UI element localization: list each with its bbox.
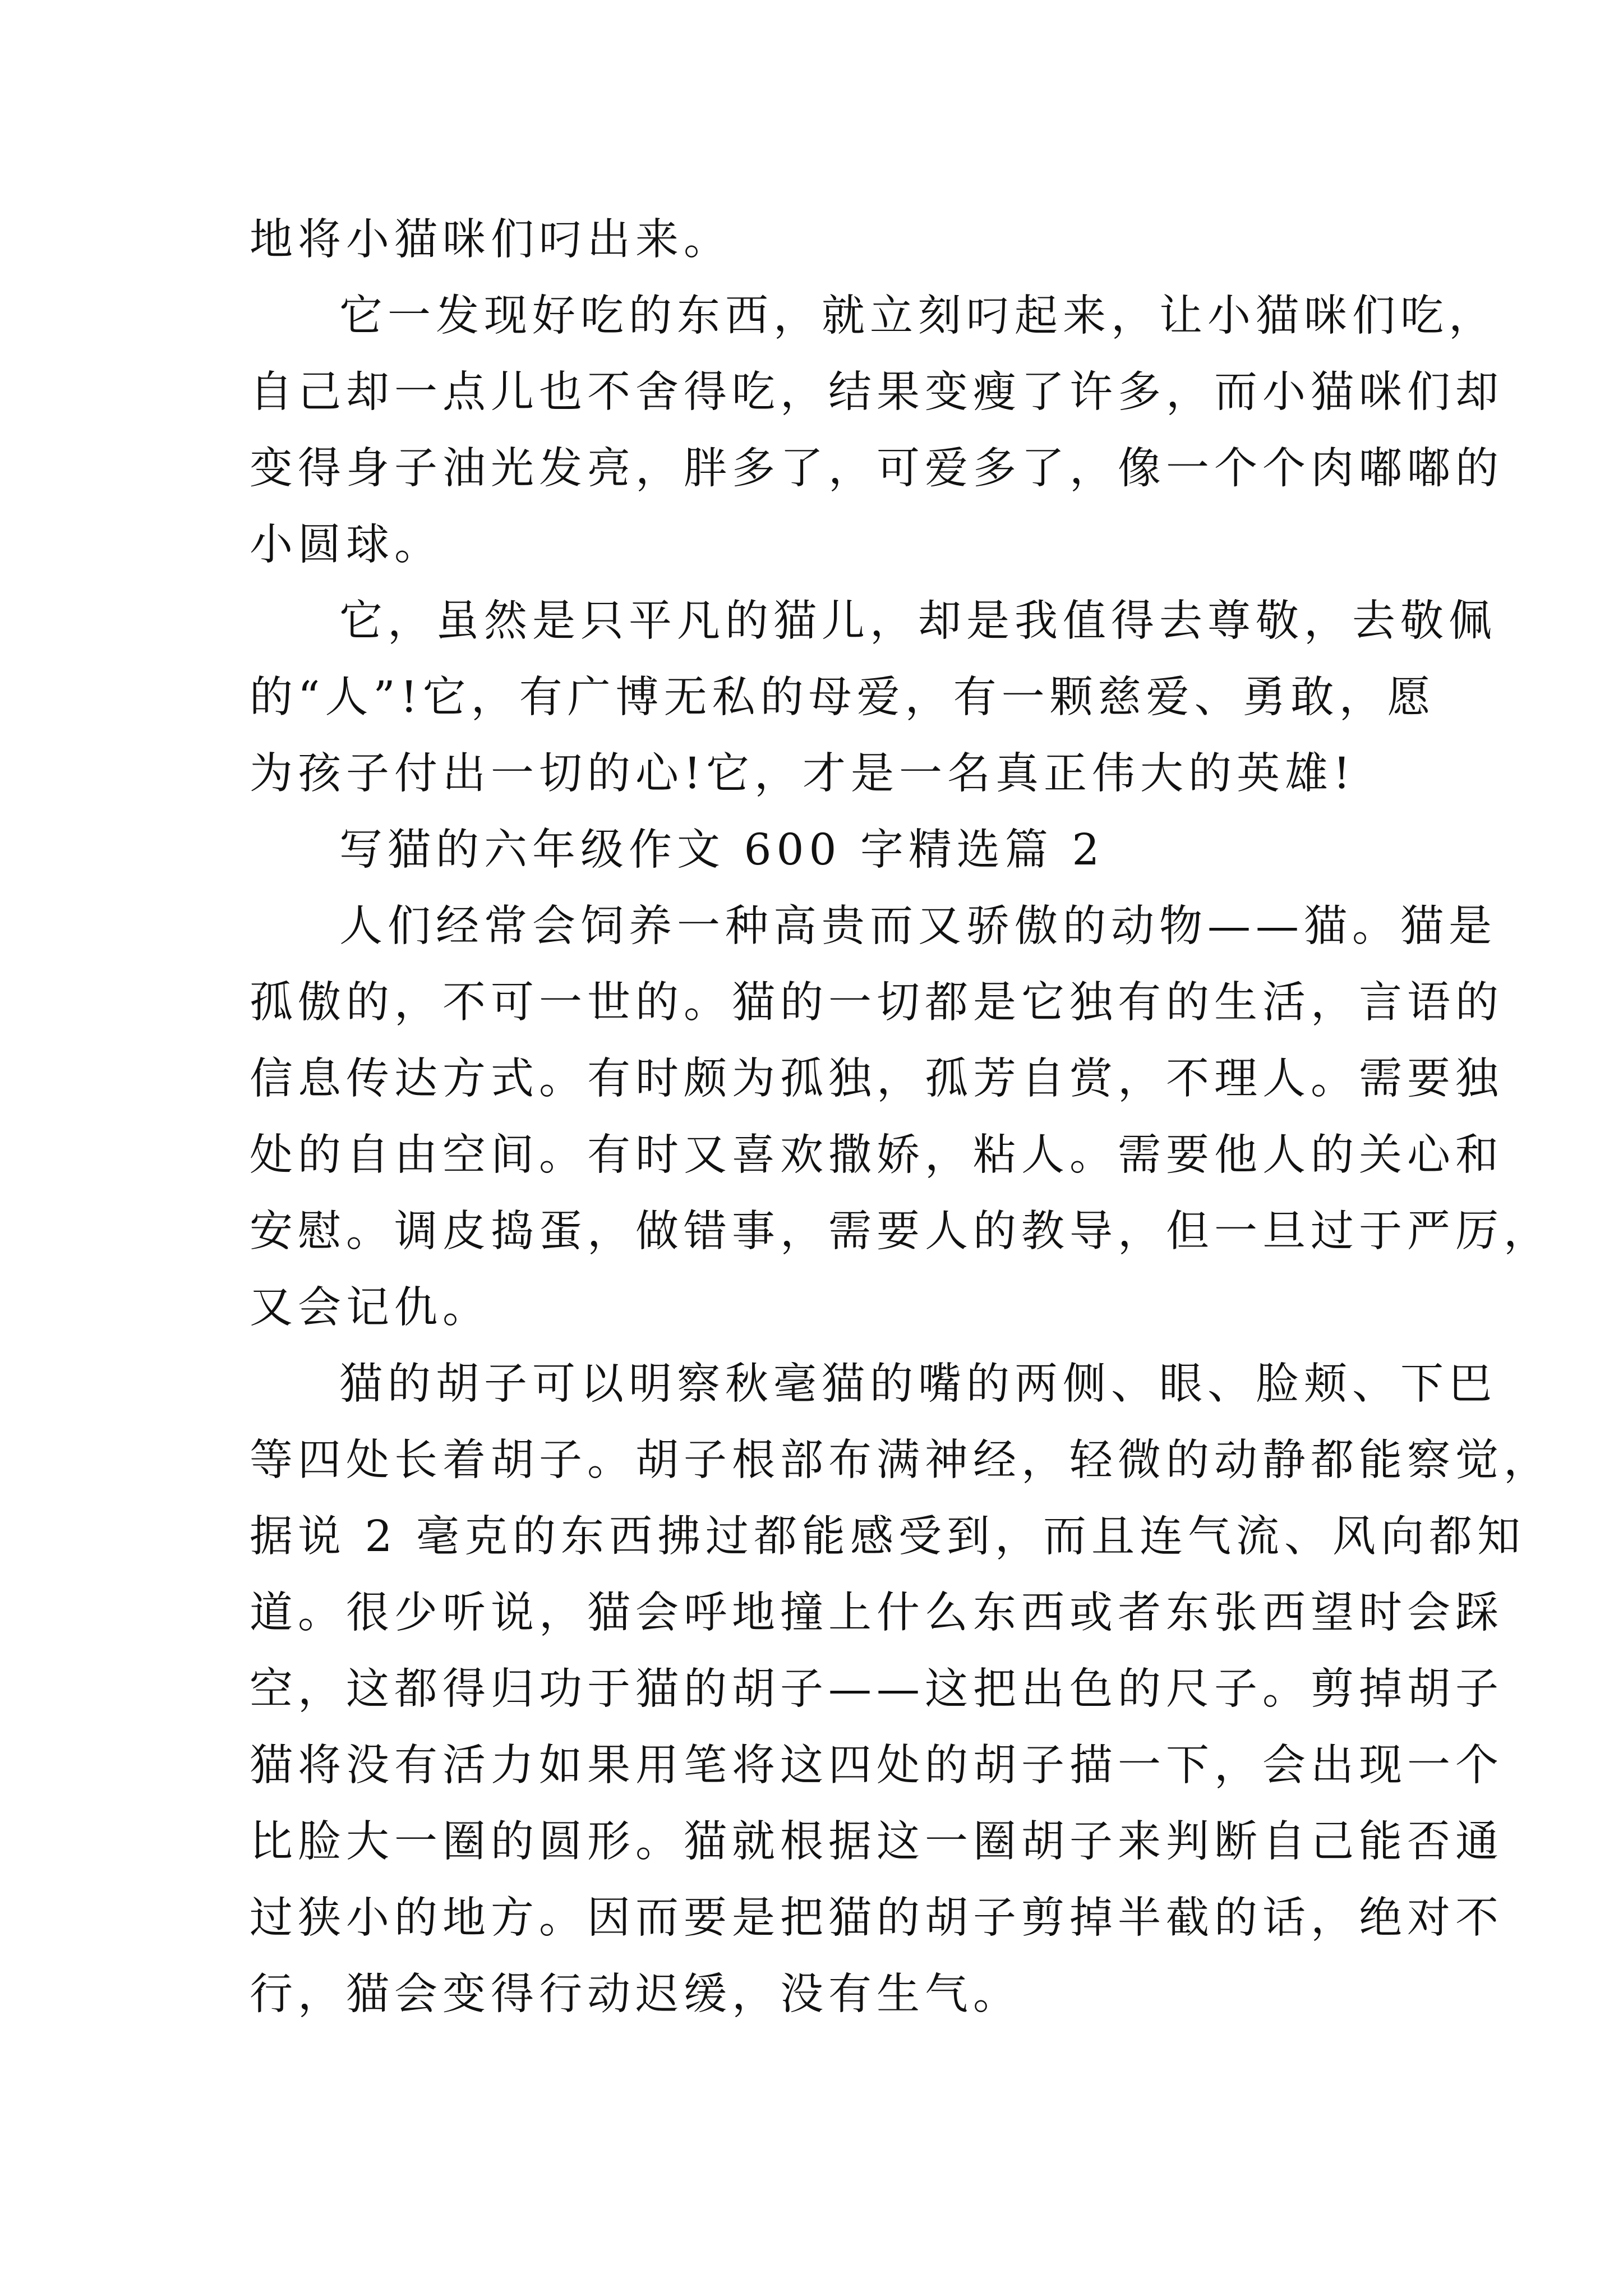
paragraph-line: 过狭小的地方。因而要是把猫的胡子剪掉半截的话，绝对不 (250, 1893, 1504, 1943)
paragraph-line: 它，虽然是只平凡的猫儿，却是我值得去尊敬，去敬佩 (339, 596, 1497, 646)
document-body (250, 202, 1552, 2033)
paragraph-line: 等四处长着胡子。胡子根部布满神经，轻微的动静都能察觉， (250, 1435, 1552, 1485)
paragraph-line: 比脸大一圈的圆形。猫就根据这一圈胡子来判断自己能否通 (250, 1817, 1504, 1867)
section-heading-text: 写猫的六年级作文 600 字精选篇 2 (339, 825, 1105, 875)
section-heading (250, 812, 1394, 889)
paragraph-line: 为孩子付出一切的心!它，才是一名真正伟大的英雄! (250, 749, 1355, 799)
paragraph-2 (250, 278, 1504, 583)
paragraph-line: 据说 2 毫克的东西拂过都能感受到，而且连气流、风向都知 (250, 1512, 1525, 1562)
paragraph-line: 行，猫会变得行动迟缓，没有生气。 (250, 1970, 1021, 2019)
paragraph-line: 人们经常会饲养一种高贵而又骄傲的动物——猫。猫是 (339, 901, 1497, 951)
paragraph-line: 小圆球。 (250, 520, 442, 570)
paragraph-line: 变得身子油光发亮，胖多了，可爱多了，像一个个肉嘟嘟的 (250, 444, 1504, 494)
paragraph-line: 自己却一点儿也不舍得吃，结果变瘦了许多，而小猫咪们却 (250, 367, 1504, 417)
paragraph-line: 又会记仇。 (250, 1283, 491, 1333)
paragraph-line: 的“人”!它，有广博无私的母爱，有一颗慈爱、勇敢，愿 (250, 673, 1436, 723)
paragraph-1 (250, 202, 1394, 278)
paragraph-line: 安慰。调皮捣蛋，做错事，需要人的教导，但一旦过于严厉， (250, 1207, 1552, 1257)
paragraph-line: 猫将没有活力如果用笔将这四处的胡子描一下，会出现一个 (250, 1741, 1504, 1791)
paragraph-line: 信息传达方式。有时颇为孤独，孤芳自赏，不理人。需要独 (250, 1054, 1504, 1104)
paragraph-3 (250, 583, 1497, 812)
paragraph-line: 它一发现好吃的东西，就立刻叼起来，让小猫咪们吃， (339, 291, 1497, 341)
paragraph-line: 空，这都得归功于猫的胡子——这把出色的尺子。剪掉胡子 (250, 1664, 1504, 1714)
paragraph-line: 道。很少听说，猫会呼地撞上什么东西或者东张西望时会踩 (250, 1588, 1504, 1638)
paragraph-5 (250, 1346, 1552, 2033)
paragraph-line: 地将小猫咪们叼出来。 (250, 215, 732, 265)
paragraph-line: 孤傲的，不可一世的。猫的一切都是它独有的生活，言语的 (250, 978, 1504, 1028)
paragraph-line: 处的自由空间。有时又喜欢撒娇，粘人。需要他人的关心和 (250, 1130, 1504, 1180)
paragraph-line: 猫的胡子可以明察秋毫猫的嘴的两侧、眼、脸颊、下巴 (339, 1359, 1497, 1409)
paragraph-4 (250, 889, 1552, 1346)
